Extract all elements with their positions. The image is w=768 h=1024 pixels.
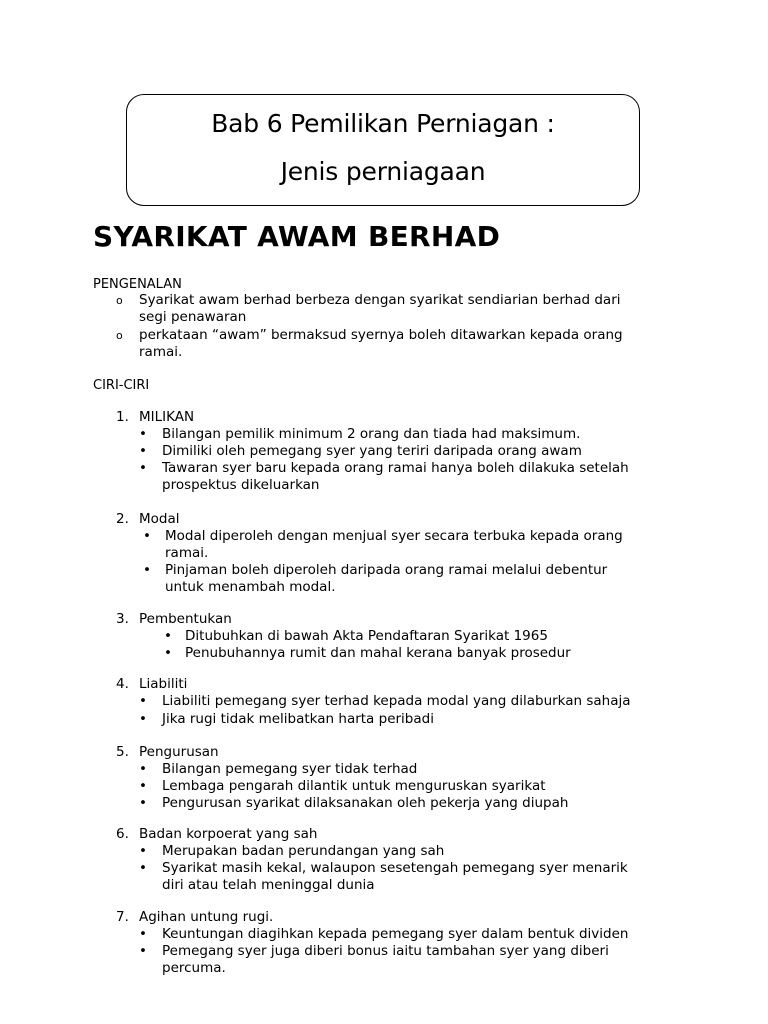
bullet-text: Pengurusan syarikat dilaksanakan oleh pekerja yang diupah [162, 795, 569, 811]
section-number: 3. [116, 611, 129, 627]
bullet-text: Syarikat masih kekal, walaupon sesetengah pemegang syer menarik [162, 860, 628, 876]
bullet-text: Bilangan pemegang syer tidak terhad [162, 761, 418, 777]
bullet-text: Jika rugi tidak melibatkan harta peribadi [162, 711, 434, 727]
bullet-text: Dimiliki oleh pemegang syer yang teriri daripada orang awam [162, 443, 582, 459]
bullet-text: Tawaran syer baru kepada orang ramai hanya boleh dilakuka setelah [162, 460, 629, 476]
bullet-marker: • [139, 711, 147, 727]
bullet-text: Merupakan badan perundangan yang sah [162, 843, 445, 859]
title-box [126, 94, 640, 206]
section-number: 7. [116, 909, 129, 925]
bullet-marker: • [139, 460, 147, 476]
section-number: 1. [116, 409, 129, 425]
bullet-marker: • [164, 628, 172, 644]
intro-bullet-text: Syarikat awam berhad berbeza dengan syarikat sendiarian berhad dari [139, 292, 621, 308]
section-title: Modal [139, 511, 180, 527]
bullet-text: Modal diperoleh dengan menjual syer secara terbuka kepada orang [165, 528, 623, 544]
bullet-marker: • [139, 860, 147, 876]
bullet-text: Pinjaman boleh diperoleh daripada orang ramai melalui debentur [165, 562, 608, 578]
section-title: Pembentukan [139, 611, 232, 627]
bullet-marker: • [139, 443, 147, 459]
bullet-text: Pemegang syer juga diberi bonus iaitu tambahan syer yang diberi [162, 943, 609, 959]
title-line-2: Jenis perniagaan [280, 157, 486, 186]
bullet-marker: • [164, 645, 172, 661]
intro-bullet-text: perkataan “awam” bermaksud syernya boleh ditawarkan kepada orang [139, 327, 623, 343]
intro-bullet-text: ramai. [139, 344, 183, 360]
bullet-text: prospektus dikeluarkan [162, 477, 320, 493]
section-number: 2. [116, 511, 129, 527]
bullet-marker: • [143, 528, 151, 544]
bullet-marker: • [143, 562, 151, 578]
section-number: 5. [116, 744, 129, 760]
section-title: Liabiliti [139, 676, 188, 692]
bullet-marker: • [139, 843, 147, 859]
bullet-marker: • [139, 761, 147, 777]
bullet-marker: • [139, 926, 147, 942]
section-title: MILIKAN [139, 409, 195, 425]
bullet-text: untuk menambah modal. [165, 579, 336, 595]
bullet-marker: • [139, 795, 147, 811]
intro-bullet-text: segi penawaran [139, 309, 247, 325]
bullet-text: Bilangan pemilik minimum 2 orang dan tiada had maksimum. [162, 426, 581, 442]
bullet-text: diri atau telah meninggal dunia [162, 877, 375, 893]
section-number: 6. [116, 826, 129, 842]
intro-bullet-marker: o [116, 294, 123, 307]
intro-bullet-marker: o [116, 329, 123, 342]
bullet-marker: • [139, 778, 147, 794]
bullet-text: Penubuhannya rumit dan mahal kerana banyak prosedur [185, 645, 571, 661]
bullet-marker: • [139, 943, 147, 959]
bullet-marker: • [139, 426, 147, 442]
bullet-text: Liabiliti pemegang syer terhad kepada modal yang dilaburkan sahaja [162, 693, 631, 709]
intro-label: PENGENALAN [93, 277, 182, 292]
bullet-text: Keuntungan diagihkan kepada pemegang syer dalam bentuk dividen [162, 926, 629, 942]
bullet-marker: • [139, 693, 147, 709]
features-label: CIRI-CIRI [93, 378, 150, 393]
bullet-text: ramai. [165, 545, 209, 561]
section-title: Pengurusan [139, 744, 219, 760]
section-number: 4. [116, 676, 129, 692]
bullet-text: Ditubuhkan di bawah Akta Pendaftaran Syarikat 1965 [185, 628, 548, 644]
bullet-text: percuma. [162, 960, 226, 976]
main-heading: SYARIKAT AWAM BERHAD [93, 220, 501, 253]
section-title: Badan korpoerat yang sah [139, 826, 318, 842]
title-line-1: Bab 6 Pemilikan Perniagan : [211, 109, 555, 138]
bullet-text: Lembaga pengarah dilantik untuk menguruskan syarikat [162, 778, 546, 794]
section-title: Agihan untung rugi. [139, 909, 274, 925]
